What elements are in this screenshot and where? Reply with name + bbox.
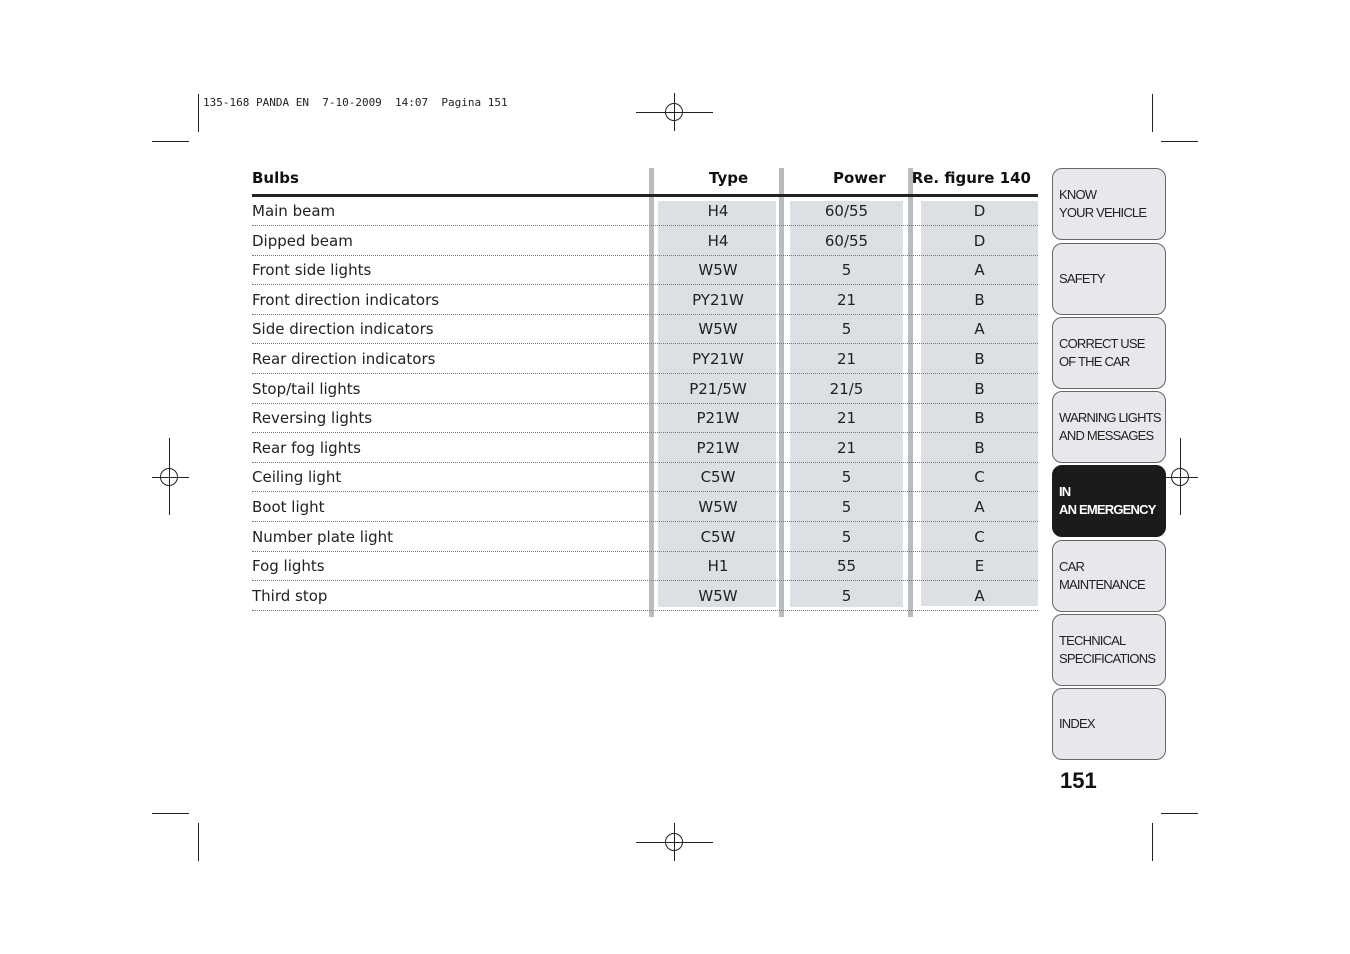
page-number: 151 — [1060, 768, 1097, 793]
figure-ref-cell: B — [974, 438, 985, 457]
bulb-name-cell: Side direction indicators — [252, 320, 434, 339]
tab-label: INDEX — [1059, 716, 1095, 731]
table-row — [252, 581, 1038, 611]
bulb-type-cell: H1 — [707, 557, 729, 576]
crop-mark — [1161, 813, 1198, 814]
figure-ref-cell: A — [974, 261, 985, 280]
crop-mark — [1152, 94, 1153, 132]
table-header — [252, 166, 1038, 197]
bulb-name-cell: Number plate light — [252, 527, 394, 546]
bulb-name-cell: Dipped beam — [252, 231, 353, 250]
figure-ref-cell: A — [974, 586, 985, 605]
tab-label: IN AN EMERGENCY — [1059, 484, 1156, 517]
bulb-name-cell: Main beam — [252, 202, 336, 220]
bulb-type-cell: H4 — [707, 231, 729, 250]
figure-ref-cell: B — [974, 350, 985, 368]
table-row — [252, 492, 1038, 522]
table-row — [252, 285, 1038, 315]
table-row — [252, 551, 1038, 581]
bulb-power-cell: 5 — [841, 261, 852, 280]
bulb-type-cell: W5W — [698, 586, 738, 605]
bulb-power-cell: 5 — [841, 527, 852, 546]
bulb-name-cell: Reversing lights — [252, 409, 373, 428]
figure-ref-cell: A — [974, 498, 985, 516]
figure-ref-cell: D — [973, 231, 986, 250]
bulb-power-cell: 21 — [836, 350, 857, 368]
header-ref: Re. figure 140 — [911, 169, 1031, 187]
tab-label: WARNING LIGHTS AND MESSAGES — [1059, 410, 1161, 443]
bulb-name-cell: Front direction indicators — [252, 290, 440, 309]
bulb-name-cell: Third stop — [252, 586, 328, 605]
header-type: Type — [709, 169, 749, 187]
figure-ref-cell: B — [974, 379, 985, 398]
bulb-power-cell: 21 — [836, 438, 857, 457]
bulb-name-cell: Stop/tail lights — [252, 379, 361, 398]
figure-ref-cell: C — [974, 468, 985, 487]
bulb-name-cell: Front side lights — [252, 261, 372, 280]
bulb-power-cell: 60/55 — [824, 231, 869, 250]
figure-ref-cell: D — [973, 202, 986, 220]
bulb-power-cell: 21/5 — [829, 379, 864, 398]
table-row — [252, 403, 1038, 433]
table-row — [252, 314, 1038, 344]
table-row — [252, 344, 1038, 374]
bulb-power-cell: 55 — [836, 557, 857, 576]
tab-safety[interactable] — [1052, 243, 1166, 315]
crop-mark — [152, 813, 189, 814]
crop-mark — [198, 823, 199, 861]
tab-label: SAFETY — [1059, 271, 1105, 286]
tab-warning-lights[interactable] — [1052, 391, 1166, 463]
bulb-type-cell: P21/5W — [689, 379, 747, 398]
tab-label: KNOW YOUR VEHICLE — [1059, 187, 1147, 220]
table-row — [252, 226, 1038, 256]
figure-ref-cell: B — [974, 409, 985, 428]
bulb-power-cell: 21 — [836, 290, 857, 309]
bulb-name-cell: Boot light — [252, 498, 325, 516]
bulb-type-cell: H4 — [707, 202, 729, 220]
figure-ref-cell: A — [974, 320, 985, 339]
tab-correct-use[interactable] — [1052, 317, 1166, 389]
bulb-type-cell: C5W — [700, 527, 736, 546]
bulb-power-cell: 5 — [841, 498, 852, 516]
bulb-type-cell: W5W — [698, 261, 738, 280]
bulb-type-cell: PY21W — [692, 350, 744, 368]
tab-label: CAR MAINTENANCE — [1059, 559, 1145, 592]
figure-ref-cell: E — [974, 557, 985, 576]
crop-mark — [198, 94, 199, 132]
crop-mark — [1161, 141, 1198, 142]
table-row — [252, 462, 1038, 492]
header-bulbs: Bulbs — [252, 169, 299, 187]
tab-in-an-emergency[interactable] — [1052, 465, 1166, 537]
header-power: Power — [833, 169, 886, 187]
bulb-type-cell: PY21W — [692, 290, 744, 309]
table-row — [252, 433, 1038, 463]
bulb-type-cell: W5W — [698, 498, 738, 516]
bulb-name-cell: Rear direction indicators — [252, 350, 436, 368]
crop-mark — [152, 141, 189, 142]
bulb-name-cell: Ceiling light — [252, 468, 342, 487]
bulb-name-cell: Fog lights — [252, 557, 325, 576]
bulb-power-cell: 21 — [836, 409, 857, 428]
table-row — [252, 255, 1038, 285]
tab-technical-specifications[interactable] — [1052, 614, 1166, 686]
figure-ref-cell: C — [974, 527, 985, 546]
tab-label: TECHNICAL SPECIFICATIONS — [1059, 633, 1156, 666]
bulb-power-cell: 5 — [841, 320, 852, 339]
tab-index[interactable] — [1052, 688, 1166, 760]
table-row — [252, 196, 1038, 226]
figure-ref-cell: B — [974, 290, 985, 309]
crop-mark — [1152, 823, 1153, 861]
bulb-type-cell: P21W — [696, 409, 740, 428]
tab-label: CORRECT USE OF THE CAR — [1059, 336, 1145, 369]
table-row — [252, 522, 1038, 552]
print-slug: 135-168 PANDA EN 7-10-2009 14:07 Pagina 151 — [203, 96, 508, 109]
bulb-power-cell: 60/55 — [824, 202, 869, 220]
tab-car-maintenance[interactable] — [1052, 540, 1166, 612]
table-row — [252, 374, 1038, 404]
bulb-type-cell: C5W — [700, 468, 736, 487]
bulb-power-cell: 5 — [841, 468, 852, 487]
bulb-power-cell: 5 — [841, 586, 852, 605]
bulb-type-cell: P21W — [696, 438, 740, 457]
bulb-type-cell: W5W — [698, 320, 738, 339]
tab-know-your-vehicle[interactable] — [1052, 168, 1166, 240]
bulb-name-cell: Rear fog lights — [252, 438, 361, 457]
